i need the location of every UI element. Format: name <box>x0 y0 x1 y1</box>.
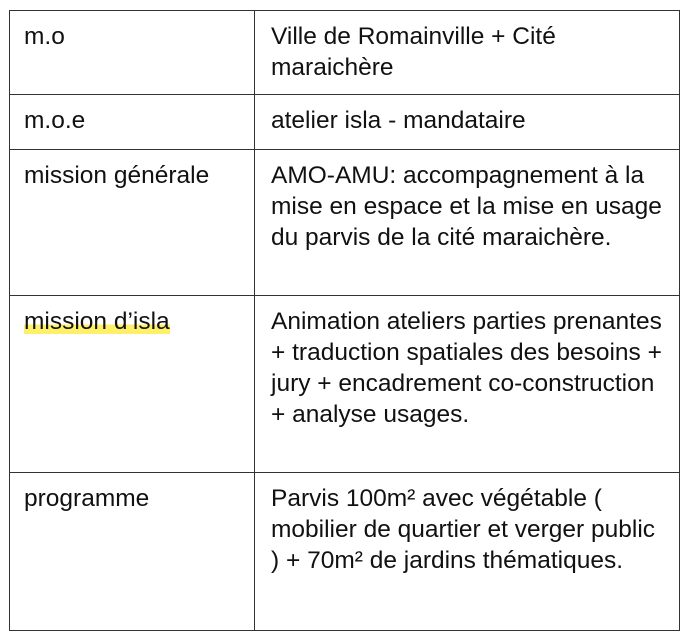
table-row-programme <box>10 473 680 631</box>
key-label: programme <box>24 485 150 512</box>
value-cell: atelier isla - mandataire <box>255 95 680 150</box>
key-label: mission générale <box>24 162 210 189</box>
table-row-moe <box>10 95 680 150</box>
value-cell: Animation ateliers parties prenantes + traduction spatiales des besoins + jury + encadrement co-construction + analyse usages. <box>255 296 680 473</box>
key-cell <box>10 473 255 631</box>
key-label: m.o.e <box>24 107 86 134</box>
key-label: m.o <box>24 23 65 50</box>
table-row-mo <box>10 11 680 95</box>
key-cell <box>10 95 255 150</box>
key-cell <box>10 11 255 95</box>
value-cell: AMO-AMU: accompagnement à la mise en espace et la mise en usage du parvis de la cité maraichère. <box>255 150 680 296</box>
value-cell: Parvis 100m² avec végétable ( mobilier de quartier et verger public ) + 70m² de jardins thématiques. <box>255 473 680 631</box>
table-row-mission-isla <box>10 296 680 473</box>
value-cell: Ville de Romainville + Cité maraichère <box>255 11 680 95</box>
info-table <box>9 10 680 631</box>
highlighted-key-label: mission d’isla <box>24 308 170 335</box>
key-cell <box>10 296 255 473</box>
table-row-mission-generale <box>10 150 680 296</box>
key-cell <box>10 150 255 296</box>
